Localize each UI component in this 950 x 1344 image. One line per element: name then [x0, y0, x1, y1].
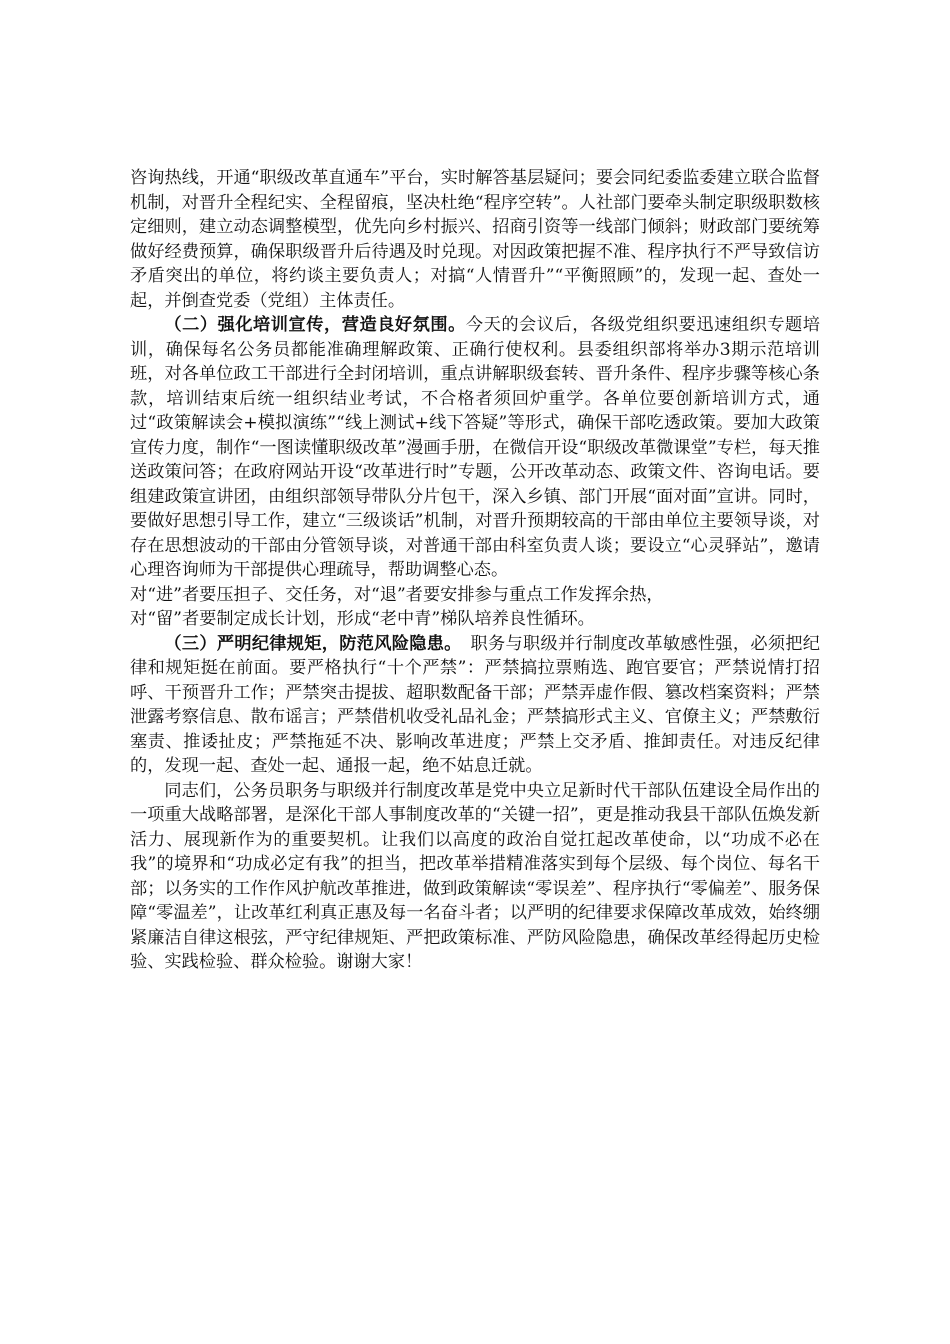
- section-3-body: 职务与职级并行制度改革敏感性强，必须把纪律和规矩挺在前面。要严格执行“十个严禁”：严禁搞拉票贿选、跑官要官；严禁说情打招呼、干预晋升工作；严禁突击提拔、超职数配备干部；严禁弄虚作假、篡改档案资料；严禁泄露考察信息、散布谣言；严禁借机收受礼品礼金；严禁搞形式主义、官僚主义；严禁敷衍塞责、推诿扯皮；严禁拖延不决、影响改革进度；严禁上交矛盾、推卸责任。对违反纪律的，发现一起、查处一起、通报一起，绝不姑息迁就。: [130, 633, 820, 776]
- section-2-tail-line-1: 对“进”者要压担子、交任务，对“退”者要安排参与重点工作发挥余热，: [130, 584, 664, 605]
- section-3-heading: （三）严明纪律规矩，防范风险隐患。: [164, 633, 454, 654]
- section-2-body: 今天的会议后，各级党组织要迅速组织专题培训，确保每名公务员都能准确理解政策、正确行使权利。县委组织部将举办3期示范培训班，对各单位政工干部进行全封闭培训，重点讲解职级套转、晋升条件、程序步骤等核心条款，培训结束后统一组织结业考试，不合格者须回炉重学。各单位要创新培训方式，通过“政策解读会+模拟演练”“线上测试+线下答疑”等形式，确保干部吃透政策。要加大政策宣传力度，制作“一图读懂职级改革”漫画手册，在微信开设“职级改革微课堂”专栏，每天推送政策问答；在政府网站开设“改革进行时”专题，公开改革动态、政策文件、咨询电话。要组建政策宣讲团，由组织部领导带队分片包干，深入乡镇、部门开展“面对面”宣讲。同时，要做好思想引导工作，建立“三级谈话”机制，对晋升预期较高的干部由单位主要领导谈，对存在思想波动的干部由分管领导谈，对普通干部由科室负责人谈；要设立“心灵驿站”，邀请心理咨询师为干部提供心理疏导，帮助调整心态。: [130, 315, 820, 580]
- section-2-heading: （二）强化培训宣传，营造良好氛围。: [164, 315, 466, 335]
- paragraph-continuation: 咨询热线，开通“职级改革直通车”平台，实时解答基层疑问；要会同纪委监委建立联合监督机制，对晋升全程纪实、全程留痕，坚决杜绝“程序空转”。人社部门要牵头制定职级职数核定细则，建立动态调整模型，优先向乡村振兴、招商引资等一线部门倾斜；财政部门要统筹做好经费预算，确保职级晋升后待遇及时兑现。对因政策把握不准、程序执行不严导致信访矛盾突出的单位，将约谈主要负责人；对搞“人情晋升”“平衡照顾”的，发现一起、查处一起，并倒查党委（党组）主体责任。: [130, 168, 820, 311]
- paragraph-section-3: [130, 632, 820, 779]
- section-2-tail-line-2: 对“留”者要制定成长计划，形成“老中青”梯队培养良性循环。: [130, 609, 595, 629]
- document-page: [130, 166, 820, 975]
- paragraph-section-2: [130, 313, 820, 583]
- paragraph-closing: 同志们，公务员职务与职级并行制度改革是党中央立足新时代干部队伍建设全局作出的一项重大战略部署，是深化干部人事制度改革的“关键一招”，更是推动我县干部队伍焕发新活力、展现新作为的重要契机。让我们以高度的政治自觉扛起改革使命，以“功成不必在我”的境界和“功成必定有我”的担当，把改革举措精准落实到每个层级、每个岗位、每名干部；以务实的工作作风护航改革推进，做到政策解读“零误差”、程序执行“零偏差”、服务保障“零温差”，让改革红利真正惠及每一名奋斗者；以严明的纪律要求保障改革成效，始终绷紧廉洁自律这根弦，严守纪律规矩、严把政策标准、严防风险隐患，确保改革经得起历史检验、实践检验、群众检验。谢谢大家！: [130, 780, 820, 972]
